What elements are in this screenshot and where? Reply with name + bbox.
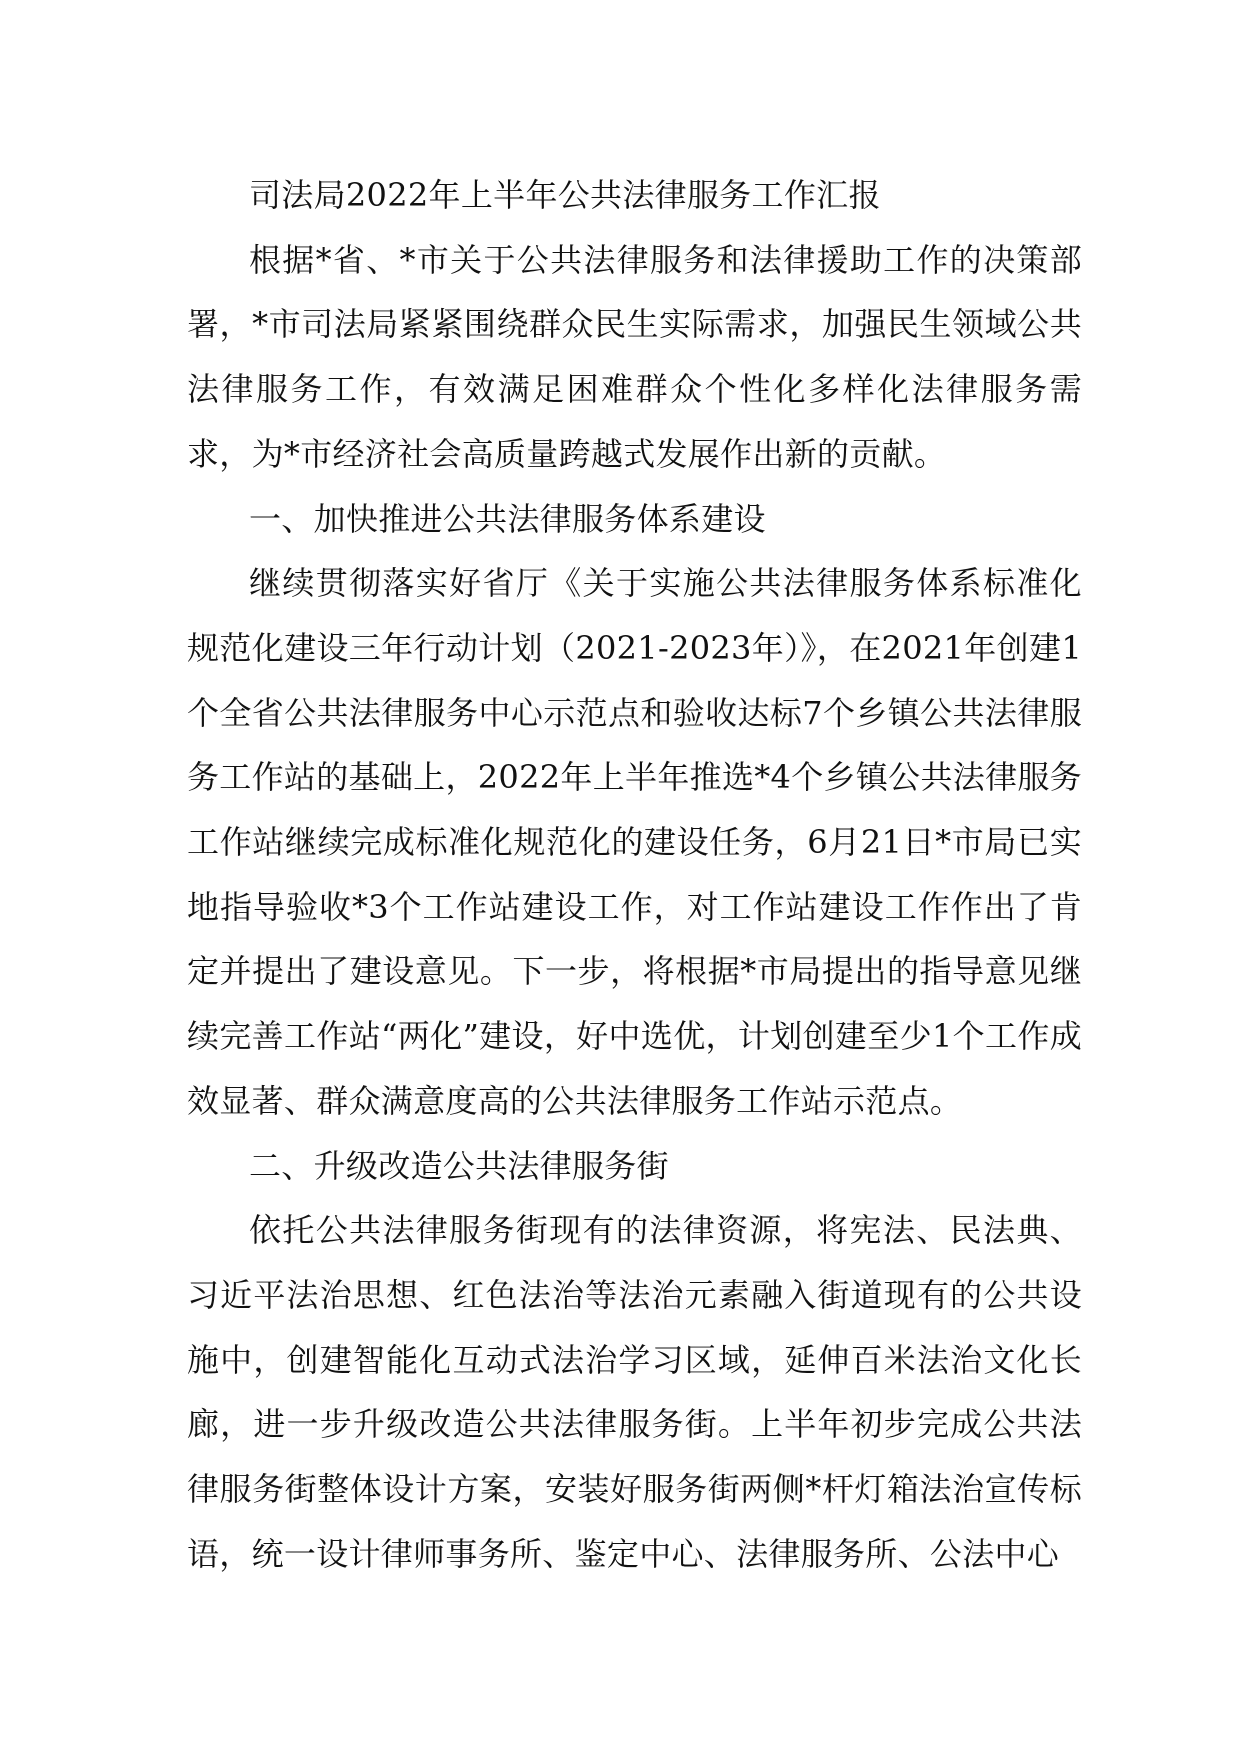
paragraph-section-2: 依托公共法律服务街现有的法律资源，将宪法、民法典、习近平法治思想、红色法治等法治元素融入街道现有的公共设施中，创建智能化互动式法治学习区域，延伸百米法治文化长廊，进一步升级改造公共法律服务街。上半年初步完成公共法律服务街整体设计方案，安装好服务街两侧*杆灯箱法治宣传标语，统一设计律师事务所、鉴定中心、法律服务所、公法中心	[187, 1211, 1082, 1573]
section-heading-1: 一、加快推进公共法律服务体系建设	[249, 499, 766, 538]
paragraph-section-1: 继续贯彻落实好省厅《关于实施公共法律服务体系标准化规范化建设三年行动计划（2021-2023年）》，在2021年创建1个全省公共法律服务中心示范点和验收达标7个乡镇公共法律服务工作站的基础上，2022年上半年推选*4个乡镇公共法律服务工作站继续完成标准化规范化的建设任务，6月21日*市局已实地指导验收*3个工作站建设工作，对工作站建设工作作出了肯定并提出了建设意见。下一步，将根据*市局提出的指导意见继续完善工作站“两化”建设，好中选优，计划创建至少1个工作成效显著、群众满意度高的公共法律服务工作站示范点。	[187, 564, 1082, 1120]
section-heading-2: 二、升级改造公共法律服务街	[249, 1146, 669, 1185]
paragraph-intro: 根据*省、*市关于公共法律服务和法律援助工作的决策部署，*市司法局紧紧围绕群众民生实际需求，加强民生领域公共法律服务工作，有效满足困难群众个性化多样化法律服务需求，为*市经济社会高质量跨越式发展作出新的贡献。	[187, 240, 1082, 473]
document-title: 司法局2022年上半年公共法律服务工作汇报	[249, 176, 881, 214]
document-body	[187, 163, 1082, 1586]
